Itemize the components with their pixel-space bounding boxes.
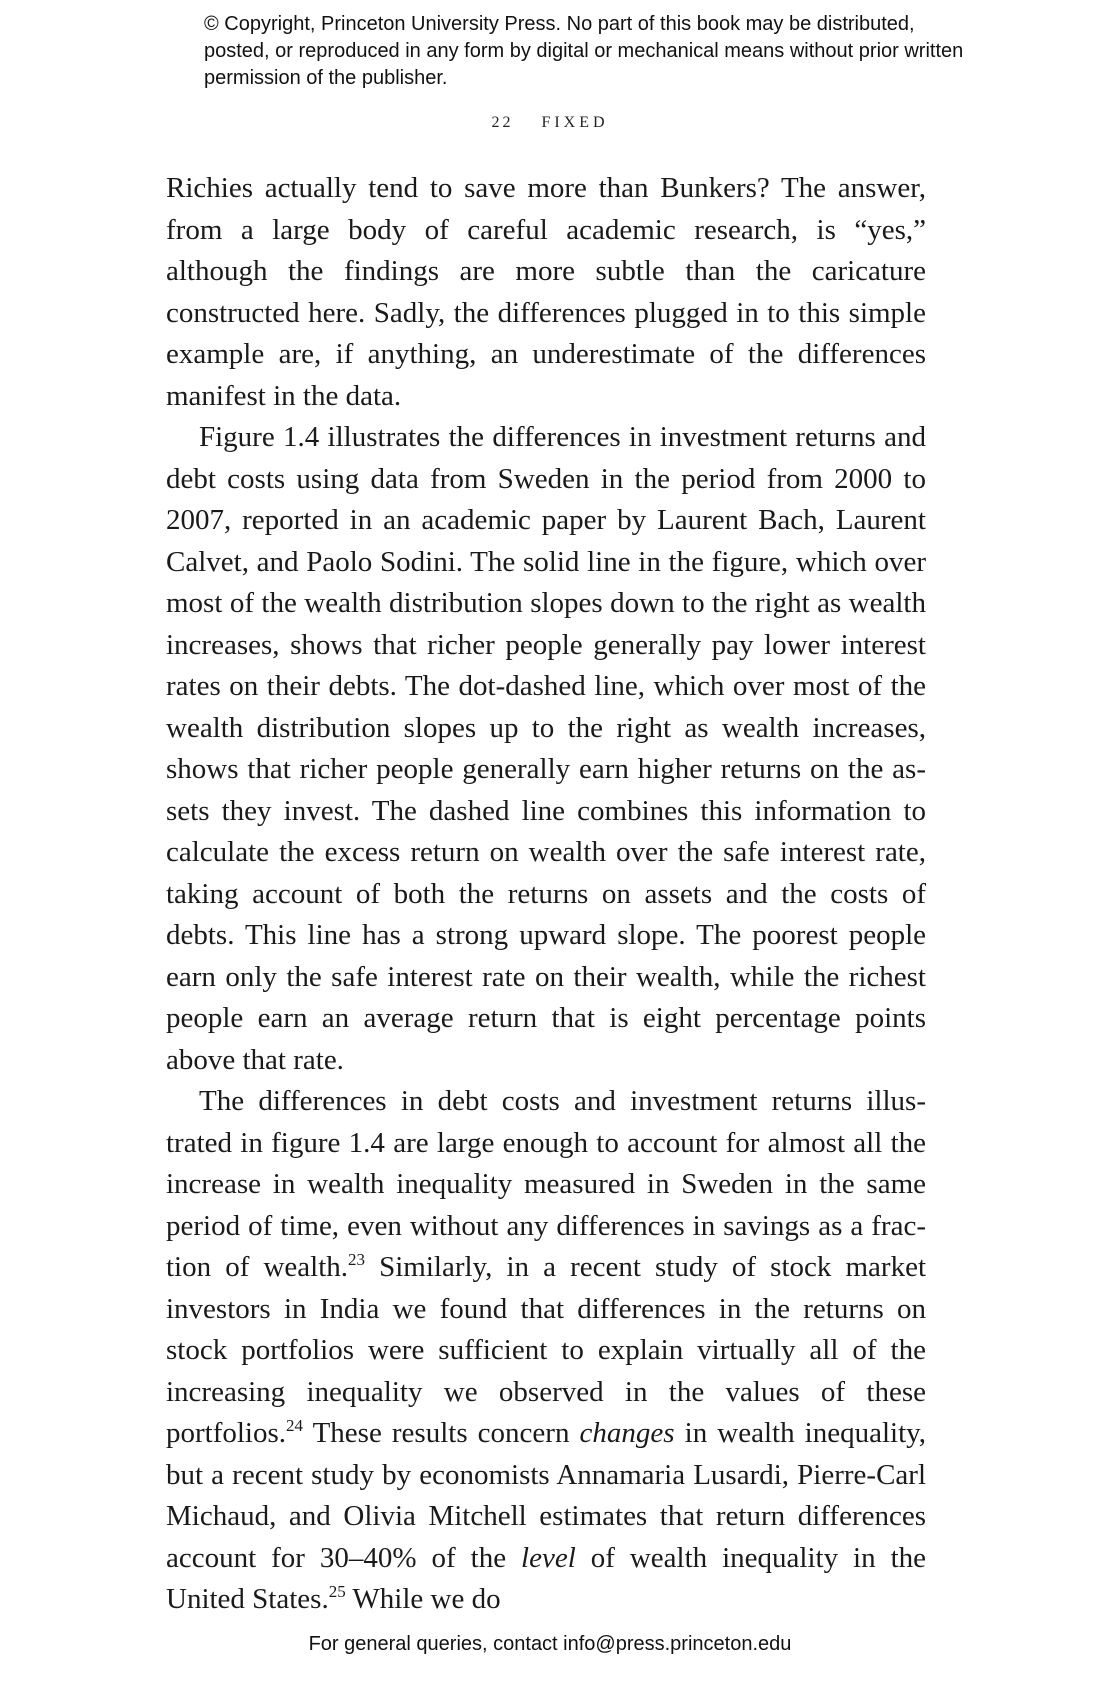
paragraph-3-text: While we do [345, 1583, 501, 1615]
footnote-ref-25: 25 [328, 1582, 346, 1601]
footnote-ref-24: 24 [286, 1416, 304, 1435]
paragraph-3-text: The differences in debt costs and investment returns illustrated in figure 1.4 are large enough to account for almost all the increase in wealth inequality measured in Sweden in the same period of time, even without any differences in savings as a fraction of wealth. [166, 1085, 926, 1283]
footer-contact: For general queries, contact info@press.princeton.edu [308, 1633, 792, 1655]
body-text [166, 168, 926, 1621]
chapter-title: FIXED [541, 114, 609, 131]
paragraph-3 [166, 1081, 926, 1621]
running-head [0, 114, 1100, 132]
copyright-notice: © Copyright, Princeton University Press. No part of this book may be distributed, posted, or reproduced in any form by digital or mechanical means without prior written permission of the publisher. [204, 13, 964, 89]
emphasis-changes: changes [579, 1417, 675, 1449]
page-number: 22 [491, 114, 514, 131]
emphasis-level: level [521, 1541, 576, 1574]
paragraph-3-text: These results concern [303, 1417, 580, 1449]
footnote-ref-23: 23 [348, 1250, 365, 1269]
paragraph-3-text: in wealth inequality, but a recent study by economists Annamaria Lusardi, Pierre-Carl Michaud, and Olivia Mitchell estimates that return differences account for 30–40% of the [166, 1417, 926, 1574]
paragraph-3-text: of wealth inequality in the United States. [166, 1541, 927, 1615]
paragraph-3-text: Similarly, in a recent study of stock market investors in India we found that differences in the returns on stock portfolios were sufficient to explain virtually all of the increasing inequality we observed in the values of these portfolios. [166, 1251, 926, 1449]
paragraph-1: Richies actually tend to save more than Bunkers? The answer, from a large body of careful academic research, is “yes,” although the findings are more subtle than the caricature constructed here. Sadly, the differences plugged in to this simple example are, if anything, an underestimate of the differences manifest in the data. [166, 172, 926, 412]
paragraph-2: Figure 1.4 illustrates the differences in investment returns and debt costs using data from Sweden in the period from 2000 to 2007, reported in an academic paper by Laurent Bach, Laurent Calvet, and Paolo Sodini. The solid line in the figure, which over most of the wealth distribution slopes down to the right as wealth increases, shows that richer people generally pay lower interest rates on their debts. The dot-dashed line, which over most of the wealth distribution slopes up to the right as wealth increases, shows that richer people generally earn higher returns on the assets they invest. The dashed line combines this information to calculate the excess return on wealth over the safe interest rate, taking account of both the returns on assets and the costs of debts. This line has a strong upward slope. The poorest people earn only the safe interest rate on their wealth, while the richest people earn an average return that is eight percentage points above that rate. [166, 421, 926, 1076]
